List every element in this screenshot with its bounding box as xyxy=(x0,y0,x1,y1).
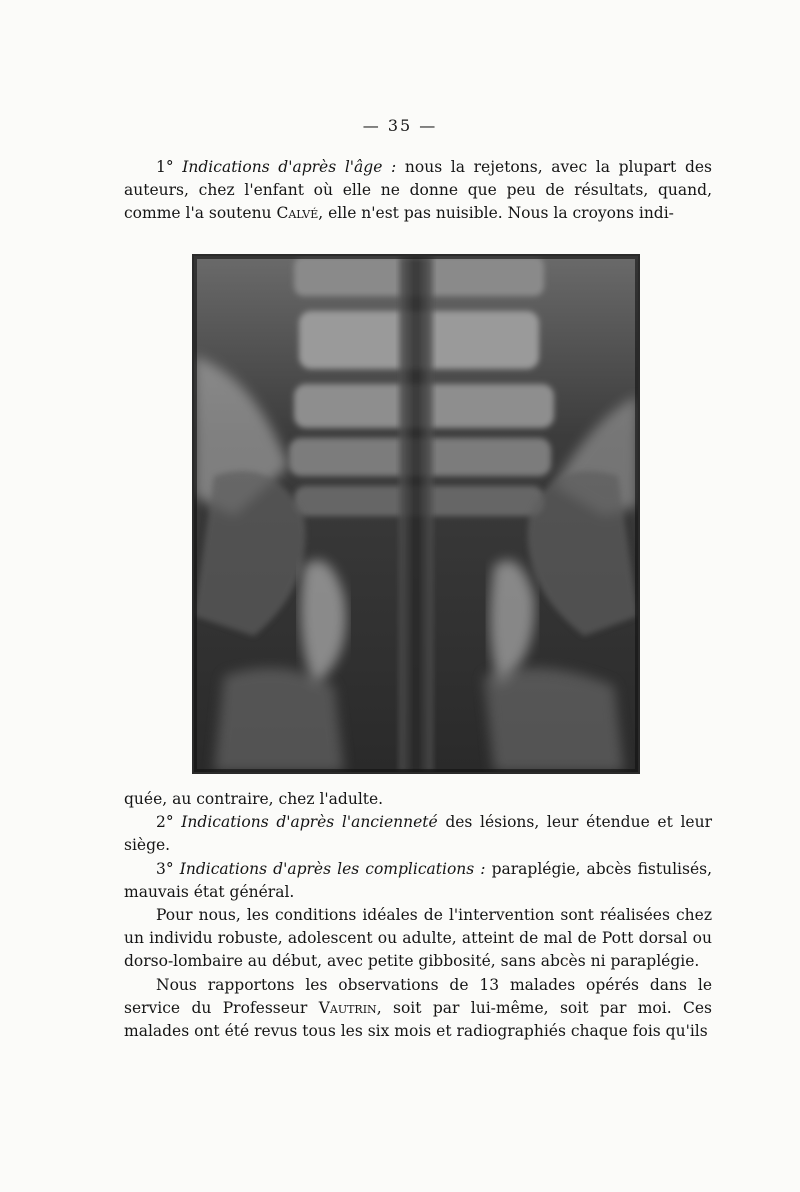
paragraph-anciennete xyxy=(124,811,712,857)
radiograph-figure xyxy=(192,254,640,774)
paragraph-text: nous la rejetons, avec la plupart des auteurs, chez l'enfant où elle ne donne que peu de résultats, quand, comme l'a soutenu xyxy=(124,158,712,223)
paragraph-complications xyxy=(124,858,712,904)
author-name: Calvé xyxy=(276,204,319,223)
paragraph-observations xyxy=(124,974,712,1044)
paragraph-text: Nous rapportons les observations de 13 malades opérés dans le service du Professeur xyxy=(124,975,712,1017)
page-number: — 35 — xyxy=(362,116,438,135)
paragraph-text: paraplégie, abcès fistulisés, mauvais état général. xyxy=(124,859,712,901)
paragraph-text: des lésions, leur étendue et leur siège. xyxy=(124,813,712,855)
text-block-bottom xyxy=(124,788,712,1043)
author-name: Vautrin xyxy=(318,998,377,1017)
text-block-top xyxy=(124,156,712,226)
paragraph-age xyxy=(124,156,712,226)
paragraph-conditions: Pour nous, les conditions idéales de l'intervention sont réalisées chez un individu robuste, adolescent ou adulte, atteint de mal de Pott dorsal ou dorso-lombaire au début, avec petite gibbosité, sans abcès ni paraplégie. xyxy=(124,906,712,971)
paragraph-heading: Indications d'après l'ancienneté xyxy=(181,813,438,832)
paragraph-continuation: quée, au contraire, chez l'adulte. xyxy=(124,790,384,808)
paragraph-number: 3° xyxy=(156,859,174,878)
paragraph-heading: Indications d'après les complications : xyxy=(179,859,486,878)
paragraph-heading: Indications d'après l'âge : xyxy=(182,158,397,176)
paragraph-number: 1° xyxy=(156,158,174,176)
radiograph-image xyxy=(194,256,638,772)
paragraph-text: , soit par lui-même, soit par moi. Ces malades ont été revus tous les six mois et radiographiés chaque fois qu'ils xyxy=(124,998,713,1041)
paragraph-text: , elle n'est pas nuisible. Nous la croyons indi- xyxy=(318,204,674,223)
paragraph-number: 2° xyxy=(156,813,174,832)
